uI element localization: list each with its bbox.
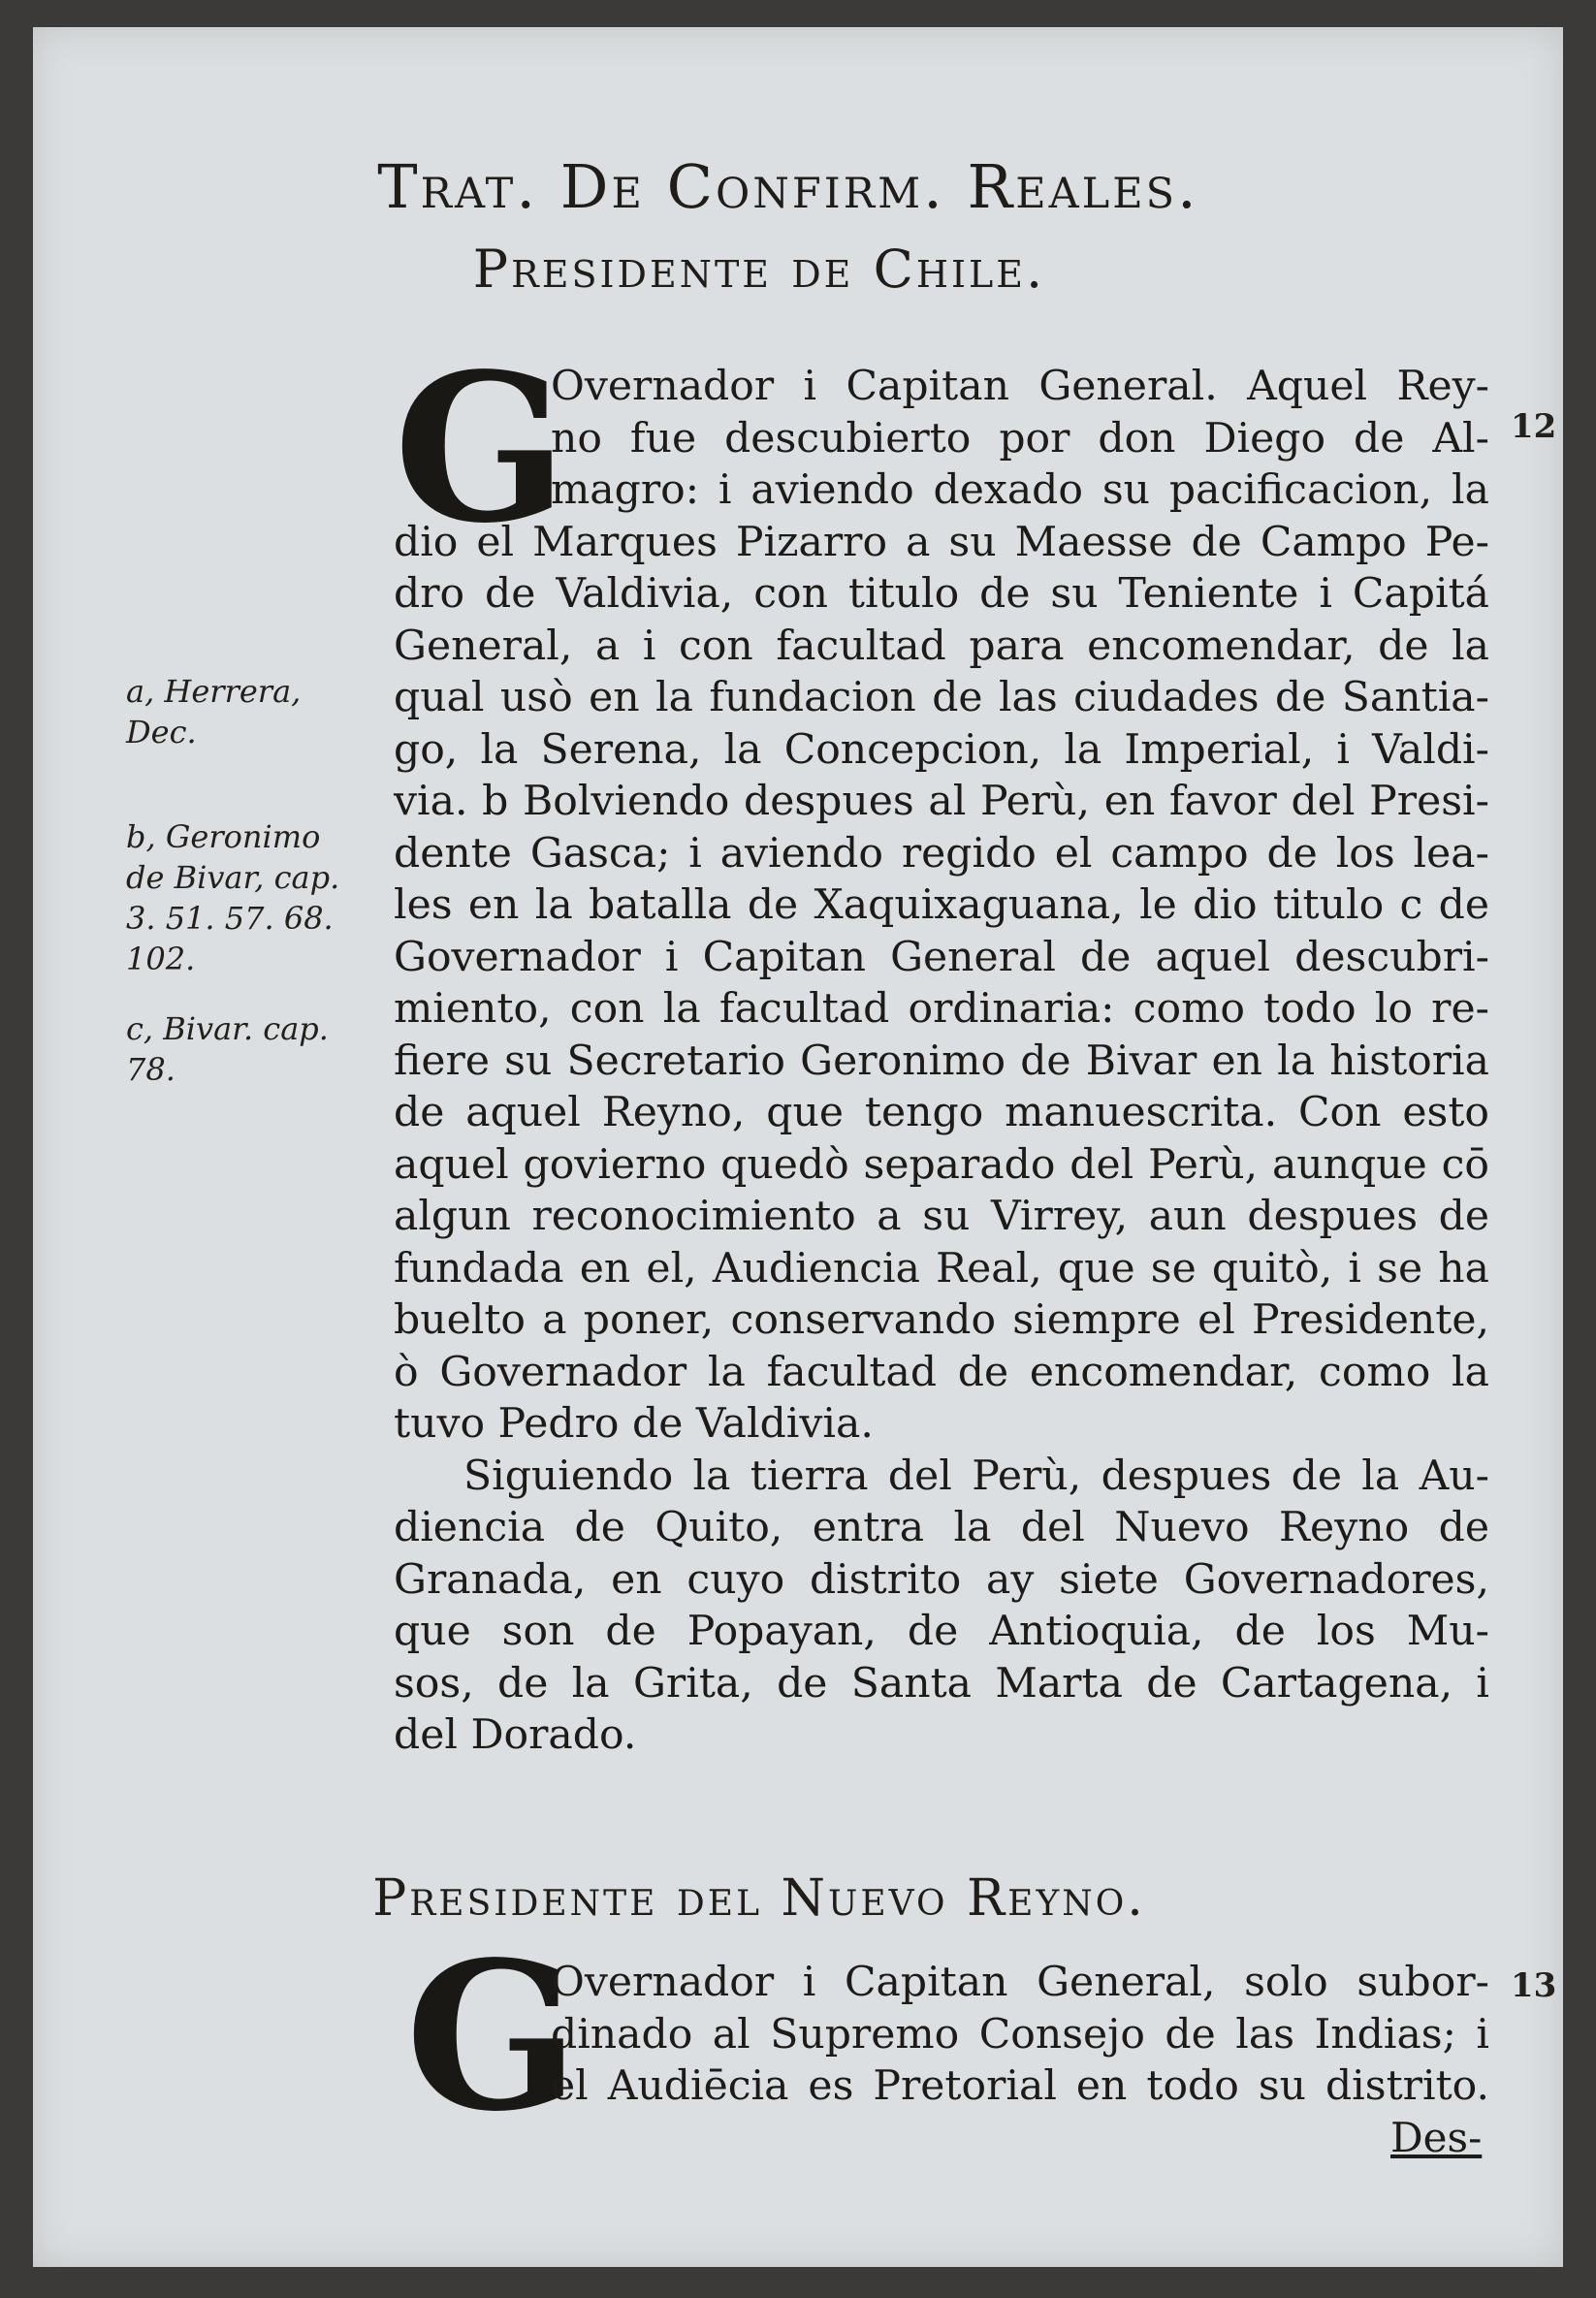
- text-line: dro de Valdivia, con titulo de su Teniente i Capitá: [394, 570, 1489, 618]
- marginal-note-a: a, Herrera, Dec.: [126, 673, 302, 750]
- text-line: Overnador i Capitan General. Aquel Rey-: [551, 363, 1489, 410]
- marginal-note-b: b, Geronimo de Bivar, cap. 3. 51. 57. 68. 102.: [126, 818, 340, 977]
- text-line: no fue descubierto por don Diego de Al-: [551, 414, 1489, 463]
- text-line: General, a i con facultad para encomendar, de la: [394, 622, 1489, 670]
- drop-cap: G: [394, 329, 568, 568]
- drop-cap: G: [405, 1917, 580, 2156]
- text-line: fundada en el, Audiencia Real, que se quitò, i se ha: [394, 1244, 1489, 1293]
- text-line: el Audiēcia es Pretorial en todo su distrito.: [551, 2062, 1489, 2110]
- running-head: Trat. De Confirm. Reales.: [377, 151, 1199, 222]
- marginal-number: 12: [1511, 407, 1557, 446]
- text-line: go, la Serena, la Concepcion, la Imperial, i Valdi-: [394, 725, 1489, 774]
- marginal-number: 13: [1511, 1966, 1557, 2005]
- text-line: dente Gasca; i aviendo regido el campo de los lea-: [394, 829, 1489, 878]
- text-line: via. b Bolviendo despues al Perù, en favor del Presi-: [394, 778, 1489, 825]
- text-line: que son de Popayan, de Antioquia, de los Mu-: [394, 1608, 1489, 1655]
- text-line: dinado al Supremo Consejo de las Indias; i: [551, 2010, 1489, 2059]
- book-page: [33, 27, 1563, 2267]
- section-title-chile: Presidente de Chile.: [472, 239, 1046, 300]
- text-line: Granada, en cuyo distrito ay siete Governadores,: [394, 1555, 1489, 1604]
- text-line: Governador i Capitan General de aquel descubri-: [394, 933, 1489, 981]
- text-line: diencia de Quito, entra la del Nuevo Reyno de: [394, 1504, 1489, 1551]
- text-line: Siguiendo la tierra del Perù, despues de la Au-: [463, 1452, 1489, 1500]
- catchword: Des-: [1390, 2114, 1483, 2161]
- section-title-nuevo-reyno: Presidente del Nuevo Reyno.: [372, 1869, 1146, 1928]
- text-line: dio el Marques Pizarro a su Maesse de Campo Pe-: [394, 518, 1489, 566]
- text-line: Overnador i Capitan General, solo subor-: [551, 1959, 1489, 2006]
- text-line: les en la batalla de Xaquixaguana, le dio titulo c de: [394, 881, 1489, 929]
- body-text-nuevo-reyno: [394, 1957, 1489, 2113]
- marginal-note-c: c, Bivar. cap. 78.: [126, 1010, 329, 1088]
- text-line: magro: i aviendo dexado su pacificacion, la: [551, 466, 1489, 514]
- text-line: qual usò en la fundacion de las ciudades de Santia-: [394, 674, 1489, 721]
- text-line: tuvo Pedro de Valdivia.: [394, 1400, 874, 1448]
- text-line: buelto a poner, conservando siempre el Presidente,: [394, 1296, 1489, 1344]
- text-line: de aquel Reyno, que tengo manuescrita. Con esto: [394, 1089, 1489, 1136]
- text-line: fiere su Secretario Geronimo de Bivar en la historia: [394, 1037, 1489, 1085]
- body-text-chile: [394, 361, 1489, 1762]
- text-line: aquel govierno quedò separado del Perù, aunque cō: [394, 1140, 1489, 1189]
- text-line: algun reconocimiento a su Virrey, aun despues de: [394, 1193, 1489, 1240]
- text-line: ò Governador la facultad de encomendar, como la: [394, 1348, 1489, 1396]
- text-line: miento, con la facultad ordinaria: como todo lo re-: [394, 985, 1489, 1033]
- text-line: del Dorado.: [394, 1711, 637, 1759]
- text-line: sos, de la Grita, de Santa Marta de Cartagena, i: [394, 1659, 1489, 1708]
